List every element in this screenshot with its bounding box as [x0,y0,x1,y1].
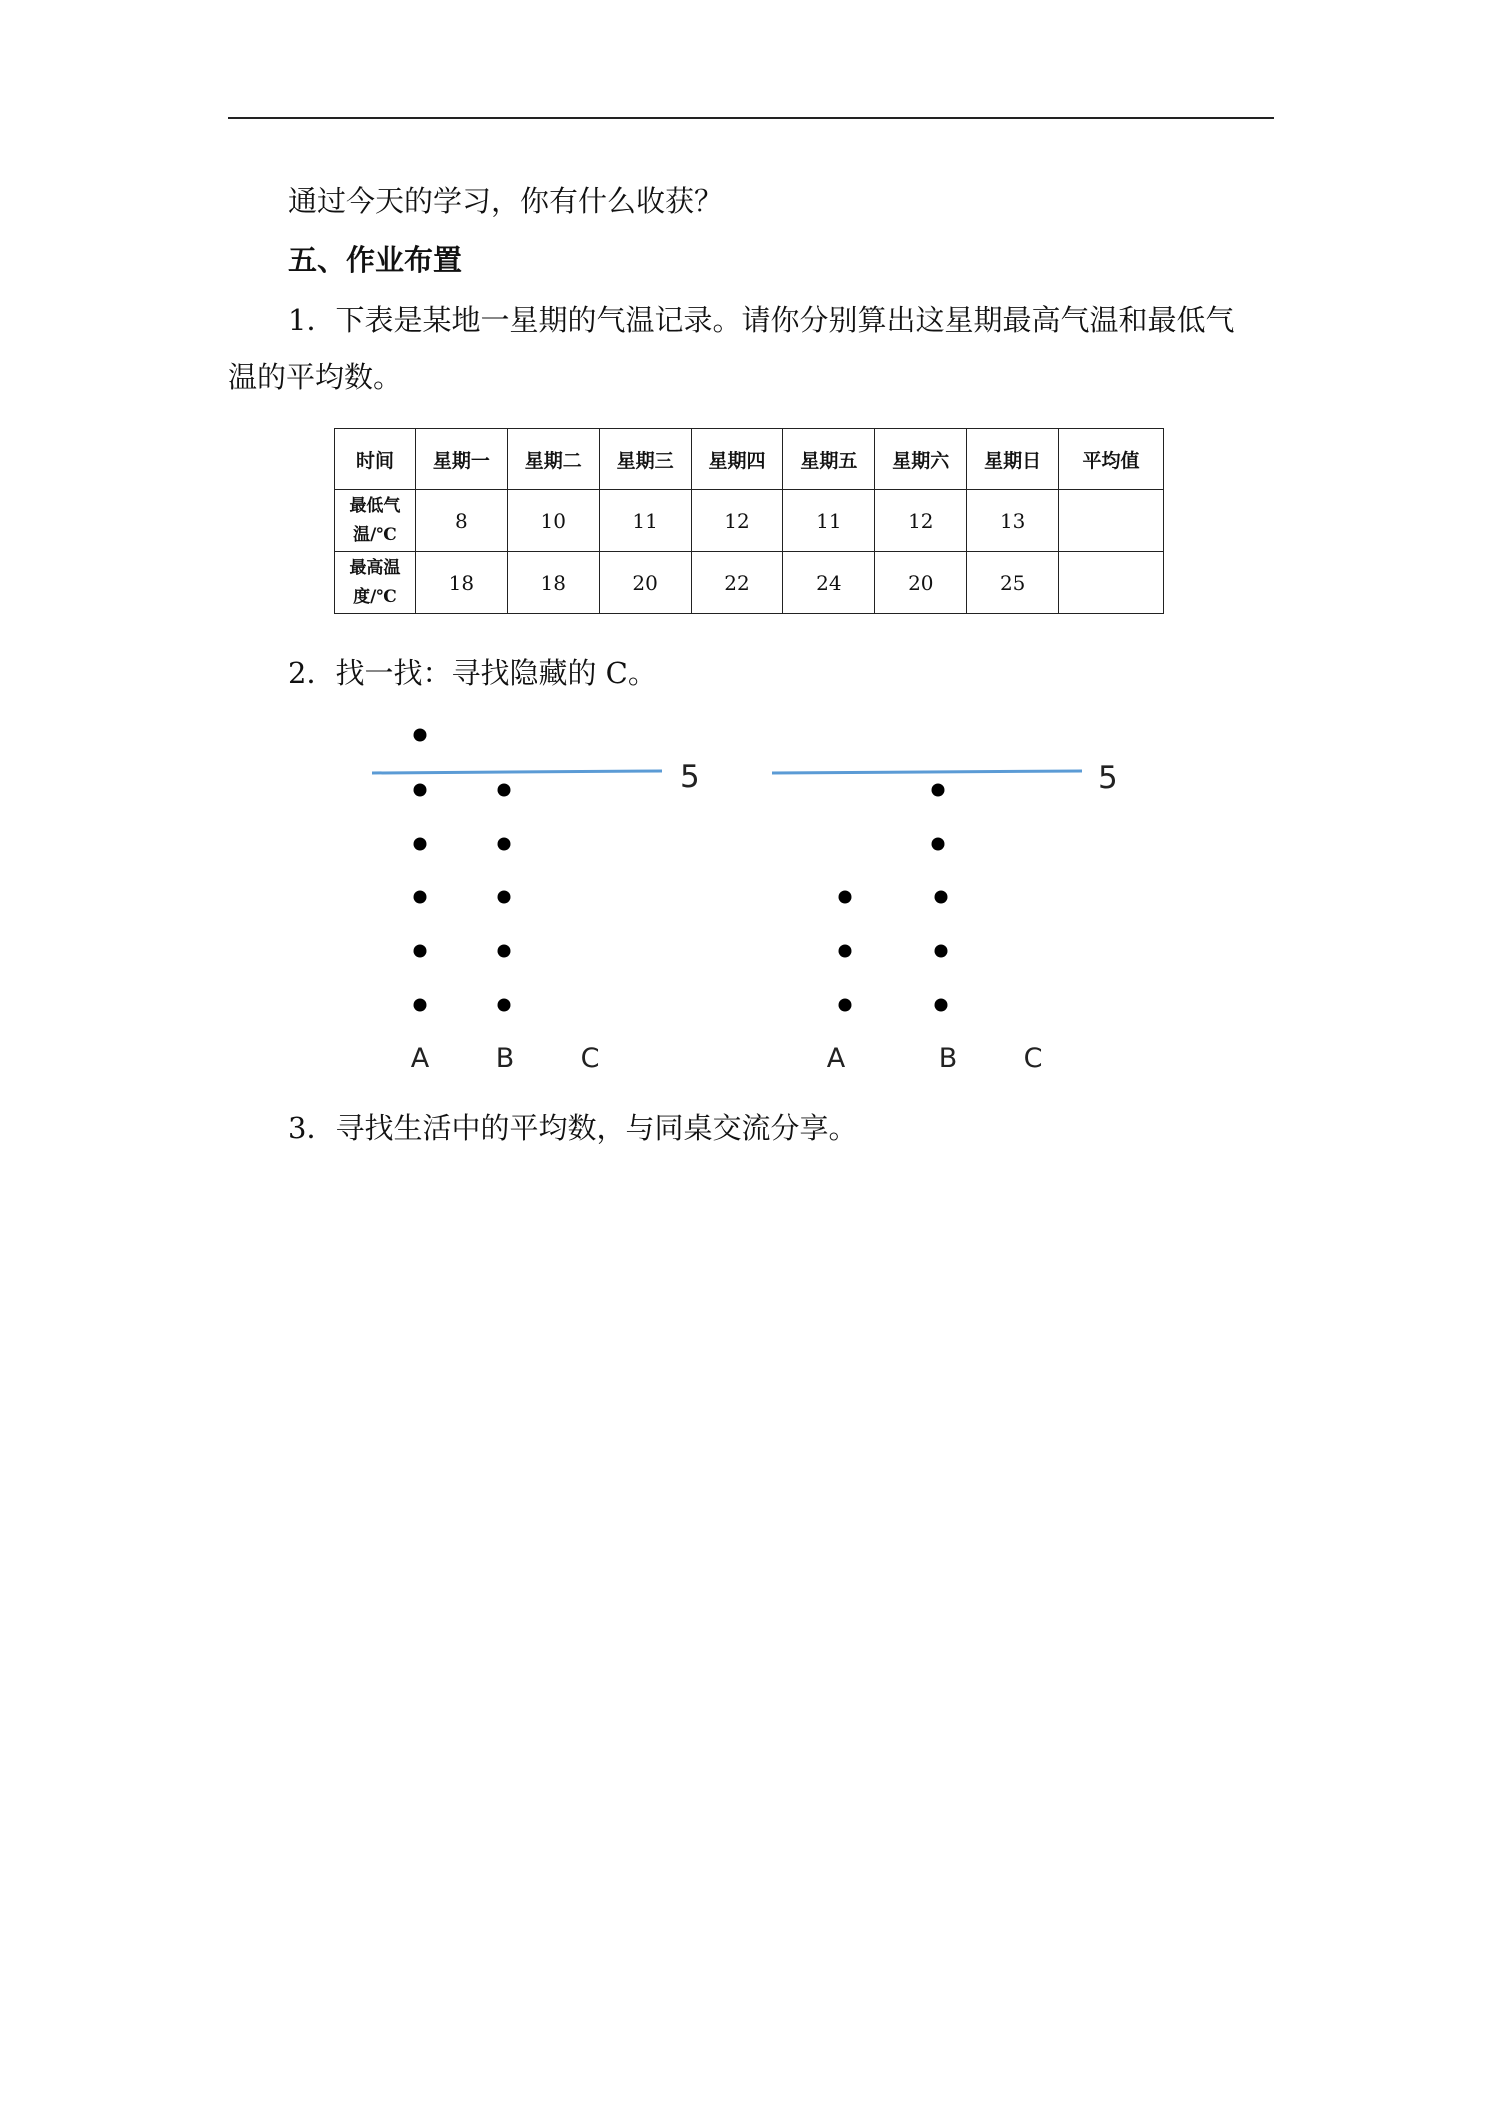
dot-column-b [932,784,948,1012]
dot [414,999,427,1012]
header-cell-friday: 星期五 [783,429,875,490]
dot [414,838,427,851]
dot [839,891,852,904]
average-line-value: 5 [1098,760,1118,796]
dot-column-a [839,891,852,1012]
dot [498,999,511,1012]
average-line [772,771,1082,773]
task1-text-line2: 温的平均数。 [228,360,403,394]
table-cell: 12 [691,490,783,552]
row-label-line: 最高温 [349,557,401,578]
table-cell: 12 [875,490,967,552]
dot-diagram-right [772,760,1118,1074]
column-label-a: A [410,1043,430,1074]
dot-column-a [414,729,427,1012]
table-cell: 20 [875,552,967,614]
column-label-c: C [580,1043,600,1074]
dot-diagram-left [372,729,700,1075]
column-label-b: B [495,1043,515,1074]
table-cell: 20 [599,552,691,614]
dot [498,784,511,797]
header-cell-saturday: 星期六 [875,429,967,490]
dot-column-b [498,784,511,1012]
dot [414,891,427,904]
dot [932,784,945,797]
row-label-line: 温/℃ [353,524,397,545]
header-cell-average: 平均值 [1059,429,1164,490]
table-cell: 25 [967,552,1059,614]
dot [839,945,852,958]
column-label-c: C [1023,1043,1043,1074]
dot [498,891,511,904]
dot [935,891,948,904]
header-cell-thursday: 星期四 [691,429,783,490]
table-cell: 11 [783,490,875,552]
task2-text: 2．找一找：寻找隐藏的 C。 [288,656,657,690]
dot [498,838,511,851]
dot [839,999,852,1012]
table-cell: 24 [783,552,875,614]
reflection-prompt: 通过今天的学习，你有什么收获？ [288,184,724,218]
header-cell-sunday: 星期日 [967,429,1059,490]
dot [414,729,427,742]
header-cell-monday: 星期一 [415,429,507,490]
task1-text-line1: 1．下表是某地一星期的气温记录。请你分别算出这星期最高气温和最低气 [288,303,1235,337]
average-line [372,771,662,773]
section-title: 五、作业布置 [288,243,463,277]
task3-text: 3．寻找生活中的平均数，与同桌交流分享。 [288,1111,858,1145]
table-cell: 18 [507,552,599,614]
table-cell: 18 [415,552,507,614]
table-cell: 13 [967,490,1059,552]
column-label-b: B [938,1043,958,1074]
header-cell-time: 时间 [335,429,416,490]
dot [935,945,948,958]
table-cell: 22 [691,552,783,614]
dot [414,784,427,797]
table-cell: 8 [415,490,507,552]
table-cell: 10 [507,490,599,552]
average-line-value: 5 [680,759,700,795]
dot [414,945,427,958]
dot [498,945,511,958]
header-cell-tuesday: 星期二 [507,429,599,490]
row-label-line: 度/℃ [353,586,397,607]
dot [935,999,948,1012]
row-label-line: 最低气 [349,495,401,516]
table-cell: 11 [599,490,691,552]
dot [932,838,945,851]
column-label-a: A [826,1043,846,1074]
header-cell-wednesday: 星期三 [599,429,691,490]
